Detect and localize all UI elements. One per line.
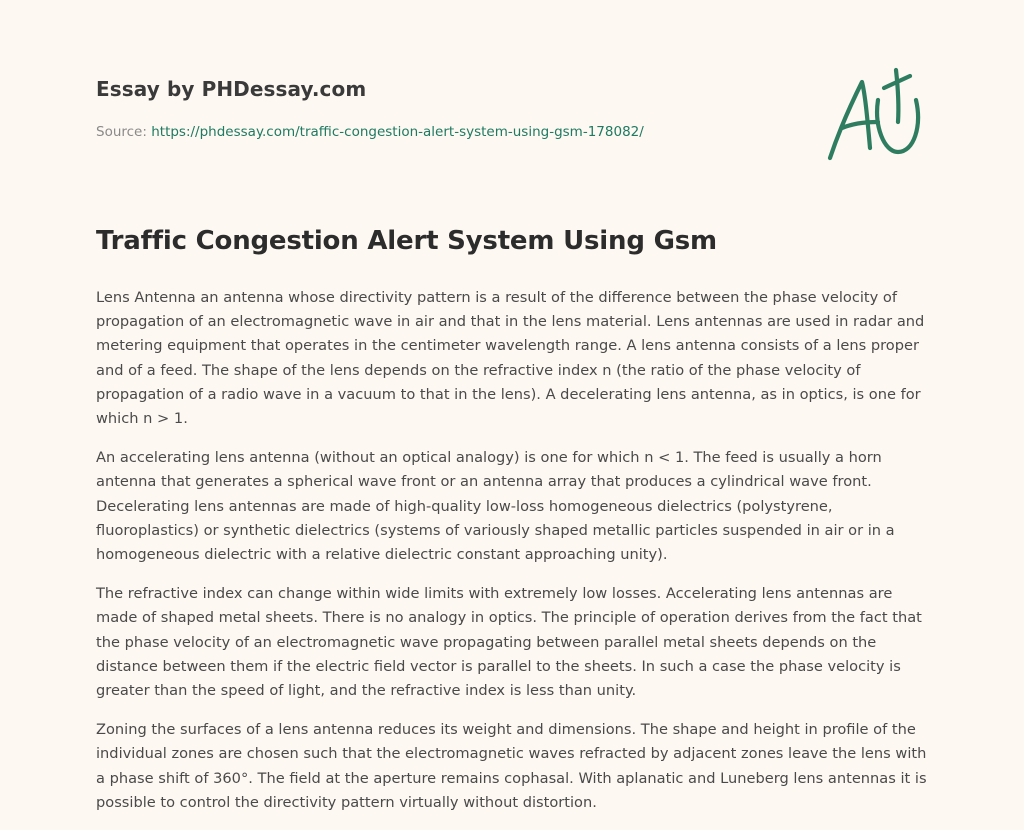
source-link[interactable]: https://phdessay.com/traffic-congestion-alert-system-using-gsm-178082/ — [151, 124, 644, 140]
essay-paragraph: An accelerating lens antenna (without an optical analogy) is one for which n < 1. The feed is usually a horn antenna that generates a spherical wave front or an antenna array that produces a cylindrical wave front. Decelerating lens antennas are made of high-quality low-loss homogeneous dielectrics (polystyrene, fluoroplastics) or synthetic dielectrics (systems of variously shaped metallic particles suspended in air or in a homogeneous dielectric with a relative dielectric constant approaching unity). — [96, 449, 895, 564]
source-label: Source: — [96, 124, 152, 140]
essay-title: Traffic Congestion Alert System Using Gsm — [96, 226, 717, 256]
site-title: Essay by PHDessay.com — [96, 77, 367, 101]
essay-paragraph: Zoning the surfaces of a lens antenna reduces its weight and dimensions. The shape and height in profile of the individual zones are chosen such that the electromagnetic waves refracted by adjacent zones leave the lens with a phase shift of 360°. The field at the aperture remains cophasal. With aplanatic and Luneberg lens antennas it is possible to control the directivity pattern virtually without distortion. — [96, 721, 927, 811]
essay-paragraph: The refractive index can change within wide limits with extremely low losses. Accelerating lens antennas are made of shaped metal sheets. There is no analogy in optics. The principle of operation derives from the fact that the phase velocity of an electromagnetic wave propagating between parallel metal sheets depends on the distance between them if the electric field vector is parallel to the sheets. In such a case the phase velocity is greater than the speed of light, and the refractive index is less than unity. — [96, 585, 922, 700]
source-line — [96, 124, 644, 140]
essay-body — [96, 286, 934, 830]
essay-paragraph: Lens Antenna an antenna whose directivity pattern is a result of the difference between the phase velocity of propagation of an electromagnetic wave in air and that in the lens material. Lens antennas are used in radar and metering equipment that operates in the centimeter wavelength range. A lens antenna consists of a lens proper and of a feed. The shape of the lens depends on the refractive index n (the ratio of the phase velocity of propagation of a radio wave in a vacuum to that in the lens). A decelerating lens antenna, as in optics, is one for which n > 1. — [96, 289, 925, 428]
a-plus-logo-icon — [818, 66, 930, 166]
